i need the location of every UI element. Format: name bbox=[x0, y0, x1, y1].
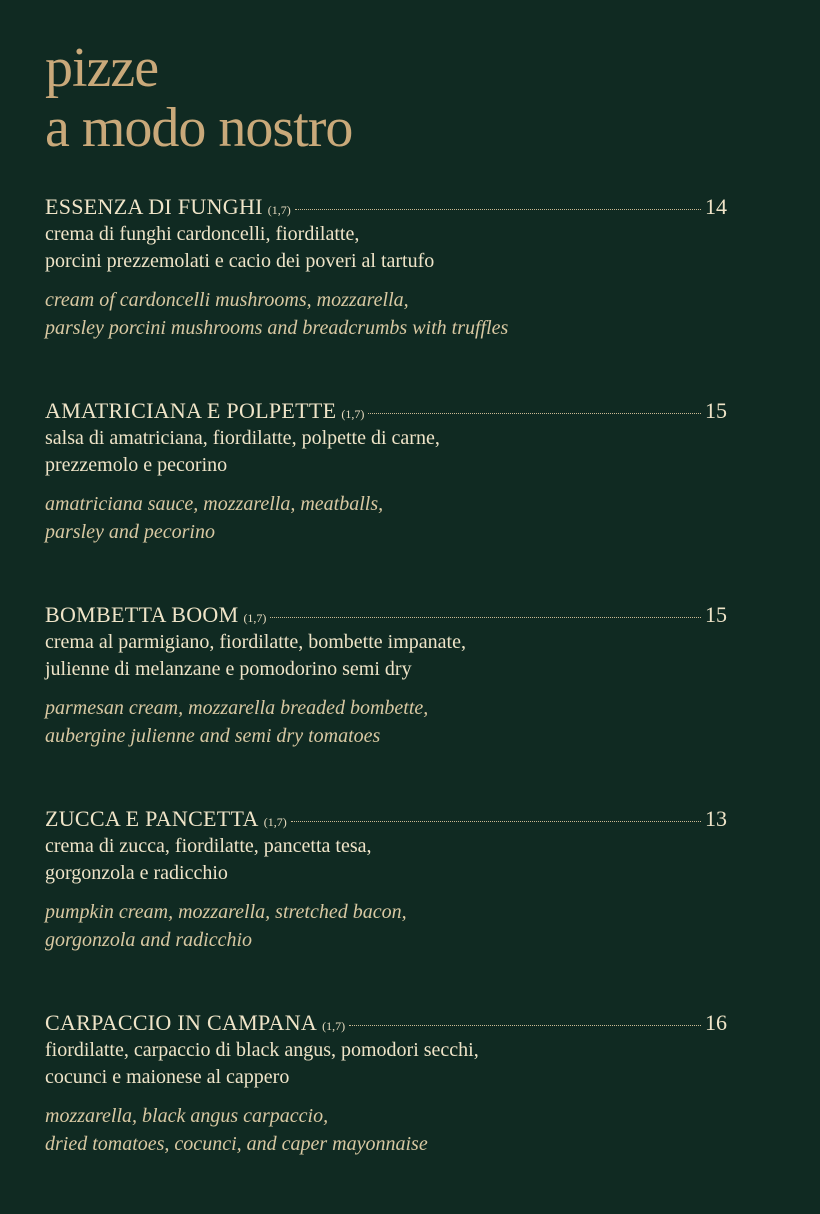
menu-item-description-english bbox=[45, 490, 727, 546]
menu-item-price: 13 bbox=[705, 806, 727, 831]
menu-item-allergens: (1,7) bbox=[322, 1019, 346, 1033]
menu-item-header bbox=[45, 194, 727, 222]
description-line: parsley and pecorino bbox=[45, 521, 215, 543]
dotted-leader bbox=[368, 413, 701, 414]
description-line: amatriciana sauce, mozzarella, meatballs, bbox=[45, 493, 384, 515]
description-line: cocunci e maionese al cappero bbox=[45, 1066, 290, 1088]
description-line: fiordilatte, carpaccio di black angus, pomodori secchi, bbox=[45, 1039, 479, 1061]
menu-item-allergens: (1,7) bbox=[341, 407, 365, 421]
menu-item-description-english bbox=[45, 286, 727, 342]
menu-item-price: 15 bbox=[705, 602, 727, 627]
menu-item-name: CARPACCIO IN CAMPANA bbox=[45, 1010, 318, 1035]
menu-item-header bbox=[45, 806, 727, 834]
menu-item-description-italian bbox=[45, 221, 727, 275]
description-line: parsley porcini mushrooms and breadcrumbs with truffles bbox=[45, 317, 509, 339]
menu-item-name: ZUCCA E PANCETTA bbox=[45, 806, 259, 831]
description-line: gorgonzola e radicchio bbox=[45, 862, 228, 884]
description-line: pumpkin cream, mozzarella, stretched bacon, bbox=[45, 901, 407, 923]
menu-item-description-italian bbox=[45, 629, 727, 683]
menu-item-header bbox=[45, 602, 727, 630]
title-line-1: pizze bbox=[45, 37, 159, 99]
menu-item-description-english bbox=[45, 1102, 727, 1158]
description-line: aubergine julienne and semi dry tomatoes bbox=[45, 725, 381, 747]
description-line: crema di zucca, fiordilatte, pancetta tesa, bbox=[45, 835, 372, 857]
menu-item-essenza-di-funghi bbox=[45, 194, 727, 398]
menu-item-name: AMATRICIANA E POLPETTE bbox=[45, 398, 337, 423]
menu-item-price: 16 bbox=[705, 1010, 727, 1035]
description-line: prezzemolo e pecorino bbox=[45, 454, 228, 476]
dotted-leader bbox=[291, 821, 701, 822]
description-line: julienne di melanzane e pomodorino semi dry bbox=[45, 658, 412, 680]
menu-item-zucca-e-pancetta bbox=[45, 806, 727, 1010]
dotted-leader bbox=[270, 617, 701, 618]
description-line: salsa di amatriciana, fiordilatte, polpette di carne, bbox=[45, 427, 440, 449]
description-line: mozzarella, black angus carpaccio, bbox=[45, 1105, 329, 1127]
description-line: porcini prezzemolati e cacio dei poveri al tartufo bbox=[45, 250, 435, 272]
menu-item-description-english bbox=[45, 898, 727, 954]
menu-item-price: 15 bbox=[705, 398, 727, 423]
menu-item-description-italian bbox=[45, 833, 727, 887]
dotted-leader bbox=[349, 1025, 701, 1026]
menu-item-allergens: (1,7) bbox=[267, 203, 291, 217]
menu-item-description-italian bbox=[45, 425, 727, 479]
description-line: crema al parmigiano, fiordilatte, bombette impanate, bbox=[45, 631, 466, 653]
menu-item-name: ESSENZA DI FUNGHI bbox=[45, 194, 263, 219]
menu-item-header bbox=[45, 398, 727, 426]
description-line: cream of cardoncelli mushrooms, mozzarella, bbox=[45, 289, 409, 311]
menu-item-description-italian bbox=[45, 1037, 727, 1091]
description-line: parmesan cream, mozzarella breaded bombette, bbox=[45, 697, 429, 719]
dotted-leader bbox=[295, 209, 701, 210]
menu-item-amatriciana-e-polpette bbox=[45, 398, 727, 602]
menu-item-description-english bbox=[45, 694, 727, 750]
menu-item-bombetta-boom bbox=[45, 602, 727, 806]
title-line-2: a modo nostro bbox=[45, 97, 353, 159]
menu-item-name: BOMBETTA BOOM bbox=[45, 602, 239, 627]
menu-item-price: 14 bbox=[705, 194, 727, 219]
menu-item-allergens: (1,7) bbox=[263, 815, 287, 829]
menu-item-header bbox=[45, 1010, 727, 1038]
description-line: gorgonzola and radicchio bbox=[45, 929, 253, 951]
menu-list bbox=[45, 194, 727, 1214]
menu-item-allergens: (1,7) bbox=[243, 611, 267, 625]
page-title bbox=[45, 38, 352, 158]
description-line: crema di funghi cardoncelli, fiordilatte, bbox=[45, 223, 360, 245]
menu-item-carpaccio-in-campana bbox=[45, 1010, 727, 1214]
description-line: dried tomatoes, cocunci, and caper mayonnaise bbox=[45, 1133, 428, 1155]
